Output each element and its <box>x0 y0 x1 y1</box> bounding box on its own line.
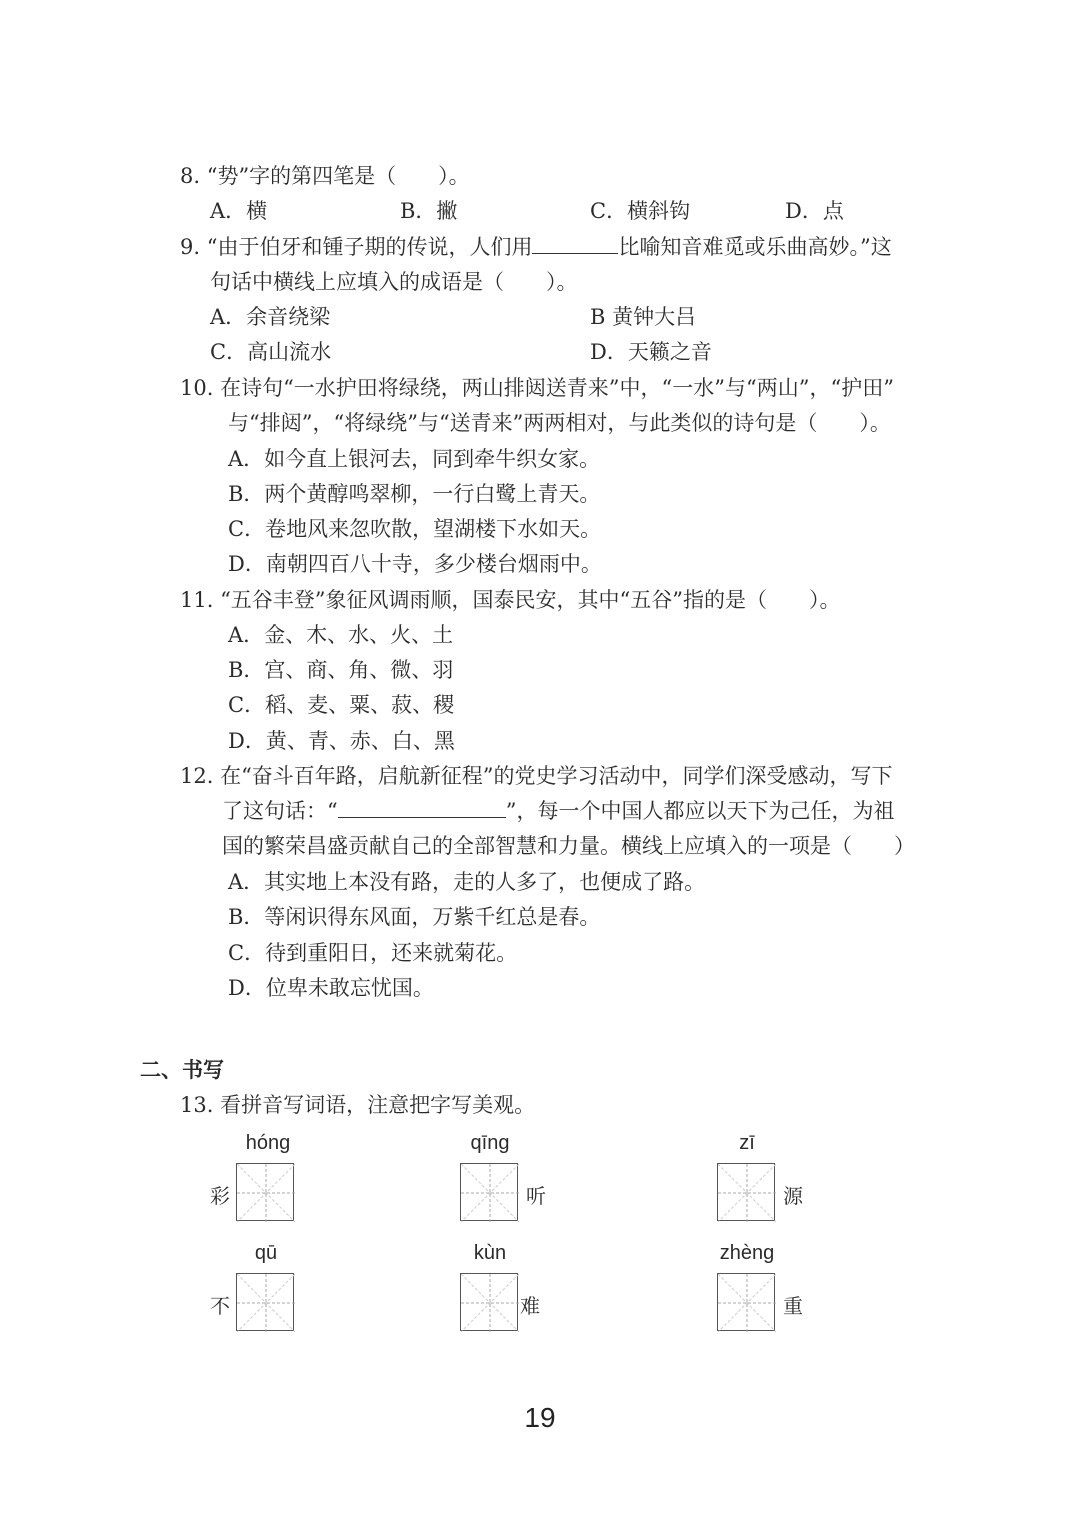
given-character: 重 <box>783 1294 803 1318</box>
q8-option-a: A．横 <box>210 199 268 223</box>
q11-option-b: B．宫、商、角、微、羽 <box>228 658 454 682</box>
writing-grid[interactable] <box>460 1163 518 1221</box>
page-number: 19 <box>524 1402 556 1433</box>
q9-stem-line2: 句话中横线上应填入的成语是（ ）。 <box>210 270 578 294</box>
q12-stem-part2: ”，每一个中国人都应以天下为己任，为祖 <box>505 799 895 823</box>
pinyin-label: qīng <box>470 1132 510 1154</box>
given-character: 不 <box>210 1294 230 1318</box>
writing-grid[interactable] <box>717 1273 775 1331</box>
q10-option-a: A．如今直上银河去，同到牵牛织女家。 <box>228 447 601 471</box>
q12-option-a: A．其实地上本没有路，走的人多了，也便成了路。 <box>228 870 706 894</box>
q11-option-c: C．稻、麦、粟、菽、稷 <box>228 693 455 717</box>
pinyin-label: zhèng <box>719 1242 775 1264</box>
given-character: 彩 <box>210 1184 230 1208</box>
q9-option-c: C．高山流水 <box>210 340 332 364</box>
q8-option-b: B．撇 <box>400 199 458 223</box>
writing-grid[interactable] <box>236 1273 294 1331</box>
pinyin-label: kùn <box>473 1242 507 1264</box>
writing-grid[interactable] <box>460 1273 518 1331</box>
q9-option-b: B 黄钟大吕 <box>590 305 697 329</box>
grid-guides <box>461 1274 519 1332</box>
pinyin-label: zī <box>739 1132 755 1154</box>
q10-option-c: C．卷地风来忽吹散，望湖楼下水如天。 <box>228 517 602 541</box>
writing-grid[interactable] <box>236 1163 294 1221</box>
section-title-writing: 二、书写 <box>140 1058 224 1082</box>
q10-option-d: D．南朝四百八十寺，多少楼台烟雨中。 <box>228 552 602 576</box>
grid-guides <box>718 1274 776 1332</box>
q12-stem-line1: 12. 在“奋斗百年路，启航新征程”的党史学习活动中，同学们深受感动，写下 <box>180 764 893 788</box>
pinyin-label: hóng <box>245 1132 291 1154</box>
given-character: 源 <box>783 1184 803 1208</box>
writing-grid[interactable] <box>717 1163 775 1221</box>
grid-guides <box>237 1274 295 1332</box>
q9-answer-blank <box>532 233 618 254</box>
q9-stem-part1: 9. “由于伯牙和锺子期的传说，人们用 <box>180 235 533 259</box>
q11-option-d: D．黄、青、赤、白、黑 <box>228 729 455 753</box>
q13-stem: 13. 看拼音写词语，注意把字写美观。 <box>180 1093 536 1117</box>
q12-answer-blank <box>338 797 506 818</box>
q9-option-d: D．天籁之音 <box>590 340 712 364</box>
given-character: 难 <box>520 1294 540 1318</box>
pinyin-label: qū <box>254 1242 278 1264</box>
q8-stem: 8. “势”字的第四笔是（ ）。 <box>180 164 470 188</box>
q9-stem-line1 <box>180 233 892 261</box>
q8-option-d: D．点 <box>785 199 844 223</box>
q12-stem-part1: 了这句话：“ <box>222 799 338 823</box>
q8-option-c: C．横斜钩 <box>590 199 691 223</box>
q12-option-d: D．位卑未敢忘忧国。 <box>228 976 434 1000</box>
q9-stem-part2: 比喻知音难觅或乐曲高妙。”这 <box>618 235 892 259</box>
q10-stem-line1: 10. 在诗句“一水护田将绿绕，两山排闼送青来”中，“一水”与“两山”，“护田” <box>180 376 894 400</box>
q12-option-c: C．待到重阳日，还来就菊花。 <box>228 941 518 965</box>
q12-option-b: B．等闲识得东风面，万紫千红总是春。 <box>228 905 601 929</box>
grid-guides <box>718 1164 776 1222</box>
grid-guides <box>461 1164 519 1222</box>
given-character: 听 <box>526 1184 546 1208</box>
q11-option-a: A．金、木、水、火、土 <box>228 623 454 647</box>
q9-option-a: A．余音绕梁 <box>210 305 331 329</box>
grid-guides <box>237 1164 295 1222</box>
q12-stem-line2 <box>222 797 894 825</box>
q11-stem: 11. “五谷丰登”象征风调雨顺，国泰民安，其中“五谷”指的是（ ）。 <box>180 588 841 612</box>
q12-stem-line3: 国的繁荣昌盛贡献自己的全部智慧和力量。横线上应填入的一项是（ ） <box>222 834 915 858</box>
q10-stem-line2: 与“排闼”，“将绿绕”与“送青来”两两相对，与此类似的诗句是（ ）。 <box>228 411 891 435</box>
q10-option-b: B．两个黄醇鸣翠柳，一行白鹭上青天。 <box>228 482 601 506</box>
